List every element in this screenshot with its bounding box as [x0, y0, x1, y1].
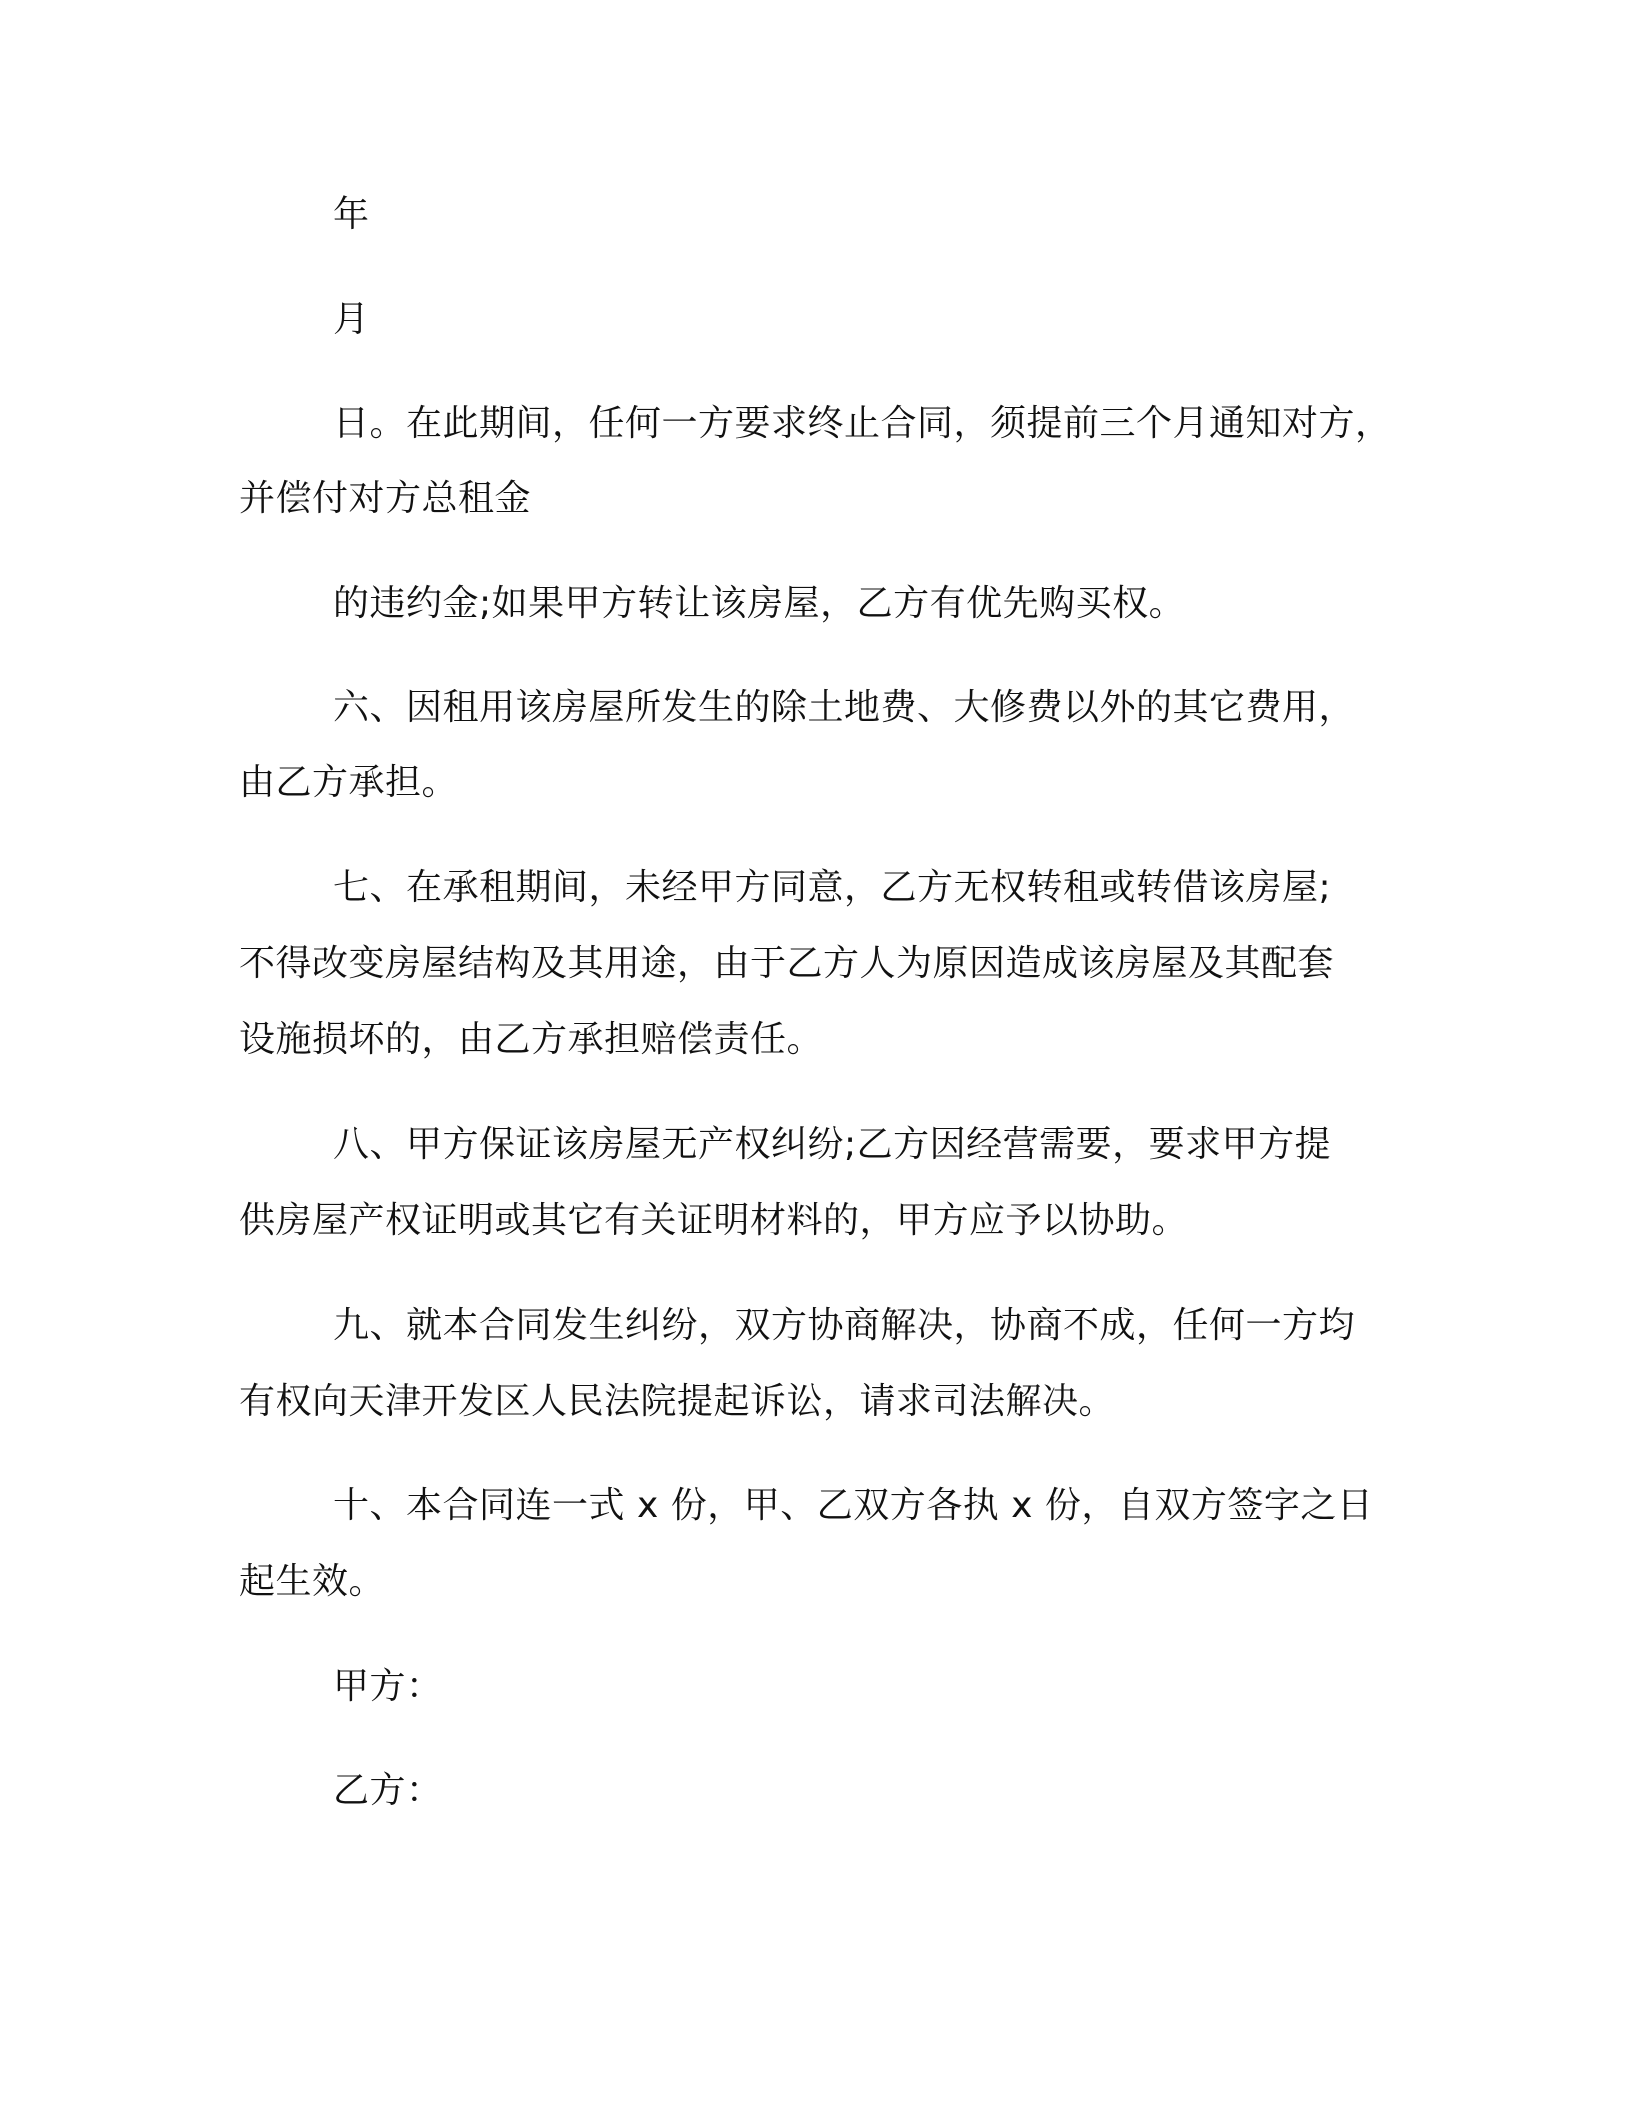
clause-ten-line-1: 十、本合同连一式 x 份，甲、乙双方各执 x 份，自双方签字之日	[333, 1485, 1374, 1526]
clause-seven-line-1: 七、在承租期间，未经甲方同意，乙方无权转租或转借该房屋;	[333, 867, 1332, 908]
clause-nine-line-1: 九、就本合同发生纠纷，双方协商解决，协商不成，任何一方均	[333, 1305, 1356, 1346]
clause-six-line-2: 由乙方承担。	[239, 762, 459, 803]
clause-seven-line-2: 不得改变房屋结构及其用途，由于乙方人为原因造成该房屋及其配套	[239, 943, 1335, 984]
text-line-month: 月	[333, 299, 370, 340]
text-line-penalty: 并偿付对方总租金	[239, 478, 532, 519]
party-b-label: 乙方：	[333, 1770, 443, 1811]
party-a-label: 甲方：	[333, 1666, 443, 1707]
clause-eight-line-2: 供房屋产权证明或其它有关证明材料的，甲方应予以协助。	[239, 1200, 1189, 1241]
clause-six-line-1: 六、因租用该房屋所发生的除土地费、大修费以外的其它费用，	[333, 687, 1356, 728]
text-line-liquidated-damages: 的违约金;如果甲方转让该房屋，乙方有优先购买权。	[333, 583, 1186, 624]
text-line-day-clause: 日。在此期间，任何一方要求终止合同，须提前三个月通知对方，	[333, 403, 1392, 444]
text-line-year: 年	[333, 194, 370, 235]
clause-eight-line-1: 八、甲方保证该房屋无产权纠纷;乙方因经营需要，要求甲方提	[333, 1124, 1332, 1165]
clause-seven-line-3: 设施损坏的，由乙方承担赔偿责任。	[239, 1019, 824, 1060]
clause-ten-line-2: 起生效。	[239, 1561, 386, 1602]
clause-nine-line-2: 有权向天津开发区人民法院提起诉讼，请求司法解决。	[239, 1381, 1116, 1422]
